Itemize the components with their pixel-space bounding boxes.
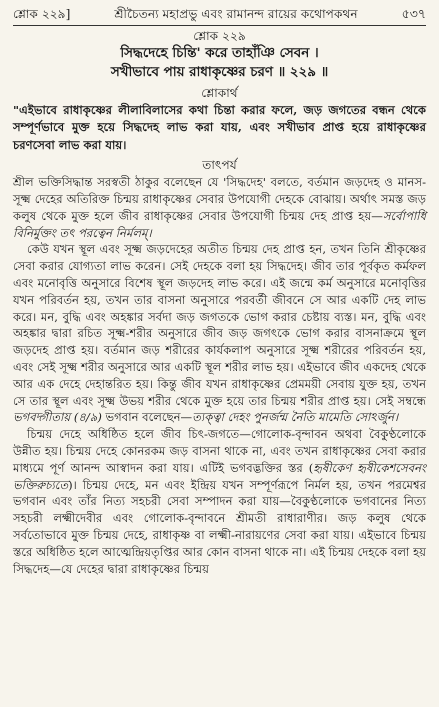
purport-p2-mid: ভগবান বলেছেন— bbox=[101, 410, 193, 425]
purport-p3-text-b: )। চিন্ময় দেহে, মন এবং ইন্দ্রিয় যখন সম্পূর্ণরূপে নির্মল হয়, তখন পরমেশ্বর ভগবান এবং তাঁর নিত্য সহচরী সেবা সম্পাদন করা যায়—বৈকুণ্ঠলোকে ভগবানের নিত্য সহচরী লক্ষ্মীদেবীর এবং গোলোক-বৃন্দাবনে শ্রীমতী রাধারাণীর। জড় কলুষ থেকে সর্বতোভাবে মুক্ত চিন্ময় দেহে, রাধাকৃষ্ণ বা লক্ষ্মী-নারায়ণের সেবা করা যায়। এইভাবে চিন্ময় স্তরে অধিষ্ঠিত হলে আত্মেন্দ্রিয়তৃপ্তির আর কোন বাসনা থাকে না। এই চিন্ময় দেহকে বলা হয় সিদ্ধদেহ—যে দেহের দ্বারা রাধাকৃষ্ণের চিন্ময় bbox=[13, 477, 426, 576]
translation-heading: শ্লোকার্থ bbox=[201, 86, 238, 100]
purport-paragraph-3 bbox=[13, 426, 426, 577]
purport-p1-text: শ্রীল ভক্তিসিদ্ধান্ত সরস্বতী ঠাকুর বলেছেন যে 'সিদ্ধদেহ' বলতে, বর্তমান জড়দেহ ও মানস-সূক্ষ্ম দেহের অতিরিক্ত চিন্ময় রাধাকৃষ্ণের সেবার উপযোগী দেহকে বোঝায়। অর্থাৎ সমস্ত জড় কলুষ থেকে মুক্ত হলে জীব রাধাকৃষ্ণের সেবার উপযোগী চিন্ময় দেহ প্রাপ্ত হয়— bbox=[13, 175, 426, 223]
purport-p2-text: কেউ যখন স্থূল এবং সূক্ষ্ম জড়দেহের অতীত চিন্ময় দেহ প্রাপ্ত হন, তখন তিনি শ্রীকৃষ্ণের সেবা করার যোগ্যতা লাভ করেন। সেই দেহকে বলা হয় সিদ্ধদেহ। জীব তার পূর্বকৃত কর্মফল এবং মনোবৃত্তি অনুসারে বিশেষ স্থূল জড়দেহ লাভ করে। এই জন্মে কর্ম অনুসারে মনোবৃত্তির যখন পরিবর্তন হয়, তখন তার বাসনা অনুসারে পরবর্তী জীবনে সে আর একটি দেহ লাভ করে। মন, বুদ্ধি এবং অহঙ্কার সর্বদা জড় জগতকে ভোগ করার চেষ্টায় ব্যস্ত। মন, বুদ্ধি এবং অহঙ্কার দ্বারা রচিত সূক্ষ্ম-শরীর অনুসারে জীব জড় জগৎকে ভোগ করার বাসনাক্রমে স্থূল জড়দেহ প্রাপ্ত হয়। বর্তমান জড় শরীরের কার্যকলাপ অনুসারে সূক্ষ্ম শরীরের পরিবর্তন হয়, এবং সেই সূক্ষ্ম শরীর অনুসারে আর একটি স্থূল শরীর লাভ হয়। এইভাবে জীব একদেহ থেকে আর এক দেহে দেহান্তরিত হয়। কিন্তু জীব যখন রাধাকৃষ্ণের প্রেমময়ী সেবায় যুক্ত হয়, তখন সে তার স্থূল এবং সূক্ষ্ম উভয় শরীর থেকে মুক্ত হয়ে তার চিন্ময় শরীর প্রাপ্ত হয়। সেই সম্বন্ধে bbox=[13, 242, 426, 408]
purport-p2-citation: ভগবদ্গীতায় (৪/৯) bbox=[13, 410, 102, 425]
purport-paragraph-1 bbox=[13, 174, 426, 241]
verse-line-2: সখীভাবে পায় রাধাকৃষ্ণের চরণ ॥ ২২৯ ॥ bbox=[110, 64, 329, 80]
header-rule bbox=[13, 25, 426, 26]
translation-text: "এইভাবে রাধাকৃষ্ণের লীলাবিলাসের কথা চিন্তা করার ফলে, জড় জগতের বন্ধন থেকে সম্পূর্ণভাবে মুক্ত হয়ে সিদ্ধদেহ লাভ করা যায়, এবং সখীভাব প্রাপ্ত হয়ে রাধাকৃষ্ণের চরণসেবা লাভ করা যায়। bbox=[13, 103, 426, 152]
header-verse-ref: শ্লোক ২২৯] bbox=[13, 7, 71, 21]
purport-paragraph-2 bbox=[13, 241, 426, 426]
purport-p1-quote: সর্বোপাধি বিনির্মুক্তং তৎ পরত্বেন নির্মলম্। bbox=[13, 208, 426, 240]
purport-p3-quote: হৃষীকেণ হৃষীকেশসেবনং ভক্তিরুচ্যতে bbox=[13, 460, 426, 492]
purport-body bbox=[13, 174, 426, 577]
page-number: ৫৩৭ bbox=[401, 6, 426, 21]
verse-number: শ্লোক ২২৯ bbox=[193, 29, 246, 43]
running-header bbox=[13, 6, 426, 22]
purport-p3-text-a: চিন্ময় দেহে অধিষ্ঠিত হলে জীব চিৎ-জগতে—গোলোক-বৃন্দাবন অথবা বৈকুণ্ঠলোকে উন্নীত হয়। চিন্ময় দেহে কোনরকম জড় বাসনা থাকে না, এবং তখন রাধাকৃষ্ণের সেবা করার মাধ্যমে পূর্ণ আনন্দ আস্বাদন করা যায়। এটিই ভগবদ্ভক্তির স্তর ( bbox=[13, 427, 426, 475]
purport-p2-quote: ত্যক্ত্বা দেহং পুনর্জন্ম নৈতি মামেতি সোঽর্জুন। bbox=[192, 410, 399, 425]
purport-heading: তাৎপর্য bbox=[202, 158, 237, 173]
verse-line-1: সিদ্ধদেহে চিন্তি' করে তাহাঁঞি সেবন । bbox=[120, 45, 319, 61]
header-chapter-title: শ্রীচৈতন্য মহাপ্রভু এবং রামানন্দ রায়ের কথোপকথন bbox=[114, 7, 358, 21]
